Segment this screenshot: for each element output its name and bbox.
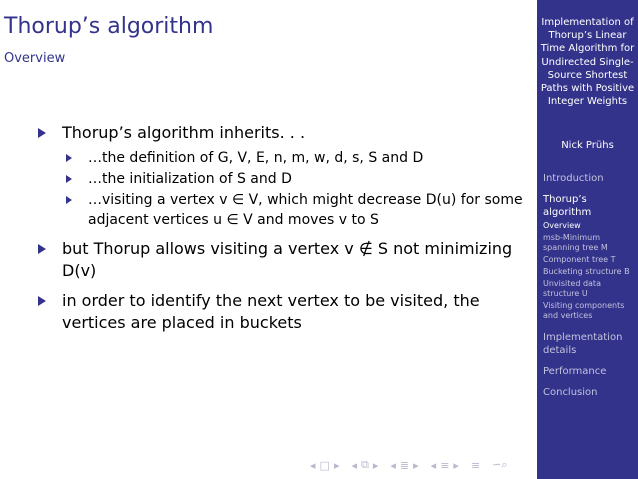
sidebar	[537, 0, 638, 479]
sidebar-talk-title[interactable]: Implementation of Thorup’s Linear Time Algorithm for Undirected Single-Source Shortest Paths with Positive Integer Weights	[540, 17, 635, 108]
frame-prev-icon[interactable]: ◂	[310, 458, 316, 472]
bullet-triangle-icon	[38, 296, 46, 306]
slide-content	[34, 122, 524, 342]
sub-bullet-list	[62, 148, 524, 230]
align-icon[interactable]: ≡	[470, 458, 481, 472]
sub-bullet-text: …the initialization of S and D	[88, 171, 292, 187]
presentation-next-icon[interactable]: ▸	[453, 458, 459, 472]
sub-bullet-triangle-icon	[66, 196, 72, 204]
sub-bullet-text: …the definition of G, V, E, n, m, w, d, s, S and D	[88, 150, 424, 166]
subsection-next-icon[interactable]: ▸	[372, 458, 379, 472]
sidebar-subsection-msb-minimum-spanning-tree[interactable]: msb-Minimum spanning tree M	[543, 233, 608, 252]
sidebar-subsection-component-tree[interactable]: Component tree T	[543, 255, 616, 264]
sub-bullet-triangle-icon	[66, 175, 72, 183]
section-icon[interactable]: ≣	[399, 458, 410, 472]
bullet-text: but Thorup allows visiting a vertex v ∉ S not minimizing D(v)	[62, 239, 513, 280]
bullet-item	[34, 238, 524, 282]
sidebar-author[interactable]: Nick Prühs	[561, 140, 614, 151]
sidebar-subsection-overview[interactable]: Overview	[543, 221, 581, 230]
bullet-triangle-icon	[38, 128, 46, 138]
bullet-triangle-icon	[38, 244, 46, 254]
presentation-prev-icon[interactable]: ◂	[430, 458, 437, 472]
sub-bullet-item	[62, 148, 524, 168]
bullet-item	[34, 290, 524, 334]
bullet-text: in order to identify the next vertex to be visited, the vertices are placed in buckets	[62, 291, 480, 332]
frame-title: Thorup’s algorithm	[4, 14, 214, 39]
sidebar-section-introduction[interactable]: Introduction	[543, 173, 604, 184]
subsection-prev-icon[interactable]: ◂	[351, 458, 357, 472]
bullet-text: Thorup’s algorithm inherits. . .	[62, 123, 306, 142]
sidebar-subsection-unvisited-data-structure[interactable]: Unvisited data structure U	[543, 279, 601, 298]
subsection-icon[interactable]: ⧉	[361, 458, 369, 471]
frame-next-icon[interactable]: ▸	[333, 458, 340, 472]
sidebar-section-thorups-algorithm[interactable]: Thorup’s algorithm	[543, 194, 592, 218]
frame-icon[interactable]: □	[319, 458, 330, 472]
sub-bullet-text: …visiting a vertex v ∈ V, which might decrease D(u) for some adjacent vertices u ∈ V and moves v to S	[88, 192, 523, 228]
section-next-icon[interactable]: ▸	[413, 458, 419, 472]
sidebar-subsection-bucketing-structure[interactable]: Bucketing structure B	[543, 267, 630, 276]
sidebar-section-conclusion[interactable]: Conclusion	[543, 387, 598, 398]
sidebar-section-implementation-details[interactable]: Implementation details	[543, 332, 623, 356]
search-icon[interactable]: ∽⌕	[492, 458, 508, 471]
sidebar-subsection-visiting-components[interactable]: Visiting components and vertices	[543, 301, 625, 320]
bullet-item	[34, 122, 524, 230]
sidebar-section-performance[interactable]: Performance	[543, 366, 607, 377]
sub-bullet-triangle-icon	[66, 154, 72, 162]
sidebar-toc	[543, 172, 636, 407]
sub-bullet-item	[62, 169, 524, 189]
beamer-navigation-bar	[310, 457, 535, 473]
sub-bullet-item	[62, 190, 524, 230]
section-prev-icon[interactable]: ◂	[390, 458, 396, 472]
frame-subtitle: Overview	[4, 51, 66, 66]
presentation-icon[interactable]: ≡	[440, 458, 450, 472]
sidebar-subsection-list	[543, 221, 636, 321]
